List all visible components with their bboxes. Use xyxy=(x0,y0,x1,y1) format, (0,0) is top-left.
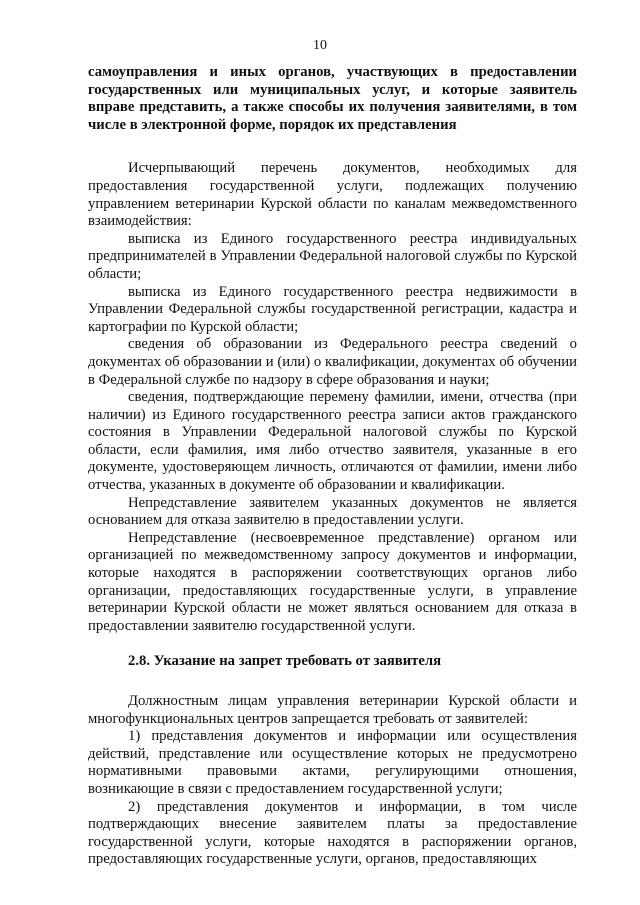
paragraph-egrip-extract: выписка из Единого государственного реестра индивидуальных предпринимателей в Управлении Федеральной налоговой службы по Курской области; xyxy=(88,230,577,282)
paragraph-non-submission-agency: Непредставление (несвоевременное представление) органом или организацией по межведомственному запросу документов и информации, которые находятся в распоряжении соответствующих органов либо организации, предоставляющих государственные услуги, в управление ветеринарии Курской области не может являться основанием для отказа в предоставлении заявителю государственной услуги. xyxy=(88,529,577,634)
paragraph-documents-list-intro: Исчерпывающий перечень документов, необходимых для предоставления государственной услуги, подлежащих получению управлением ветеринарии Курской области по каналам межведомственного взаимодействия: xyxy=(88,160,577,230)
paragraph-prohibition-item-1: 1) представления документов и информации или осуществления действий, представление или осуществление которых не предусмотрено нормативными правовыми актами, регулирующими отношения, возникающие в связи с предоставлением государственной услуги; xyxy=(88,728,577,797)
paragraph-education-registry: сведения об образовании из Федерального реестра сведений о документах об образовании и (или) о квалификации, документах об обучении в Федеральной службе по надзору в сфере образования и науки; xyxy=(88,336,577,388)
page-number: 10 xyxy=(313,38,327,53)
section-heading-continuation: самоуправления и иных органов, участвующих в предоставлении государственных или муниципальных услуг, и которые заявитель вправе представить, а также способы их получения заявителями, в том числе в электронной форме, порядок их представления xyxy=(88,64,577,133)
paragraph-egrn-extract: выписка из Единого государственного реестра недвижимости в Управлении Федеральной службы государственной регистрации, кадастра и картографии по Курской области; xyxy=(88,283,577,335)
paragraph-non-submission-applicant: Непредставление заявителем указанных документов не является основанием для отказа заявителю в предоставлении услуги. xyxy=(88,494,577,529)
document-body xyxy=(88,64,577,869)
section-title-2-8: 2.8. Указание на запрет требовать от заявителя xyxy=(128,653,442,670)
paragraph-prohibition-intro: Должностным лицам управления ветеринарии Курской области и многофункциональных центров запрещается требовать от заявителей: xyxy=(88,693,577,727)
paragraph-name-change: сведения, подтверждающие перемену фамилии, имени, отчества (при наличии) из Единого государственного реестра записи актов гражданского состояния в Управлении Федеральной налоговой службы по Курской области, если фамилия, имя либо отчество заявителя, указанные в его документе, удостоверяющем личность, отличаются от фамилии, имени либо отчества, указанных в документе об образовании и квалификации. xyxy=(88,389,577,494)
paragraph-prohibition-item-2: 2) представления документов и информации, в том числе подтверждающих внесение заявителем платы за предоставление государственной услуги, которые находятся в распоряжении органов, предоставляющих государственные услуги, органов, предоставляющих xyxy=(88,798,577,868)
